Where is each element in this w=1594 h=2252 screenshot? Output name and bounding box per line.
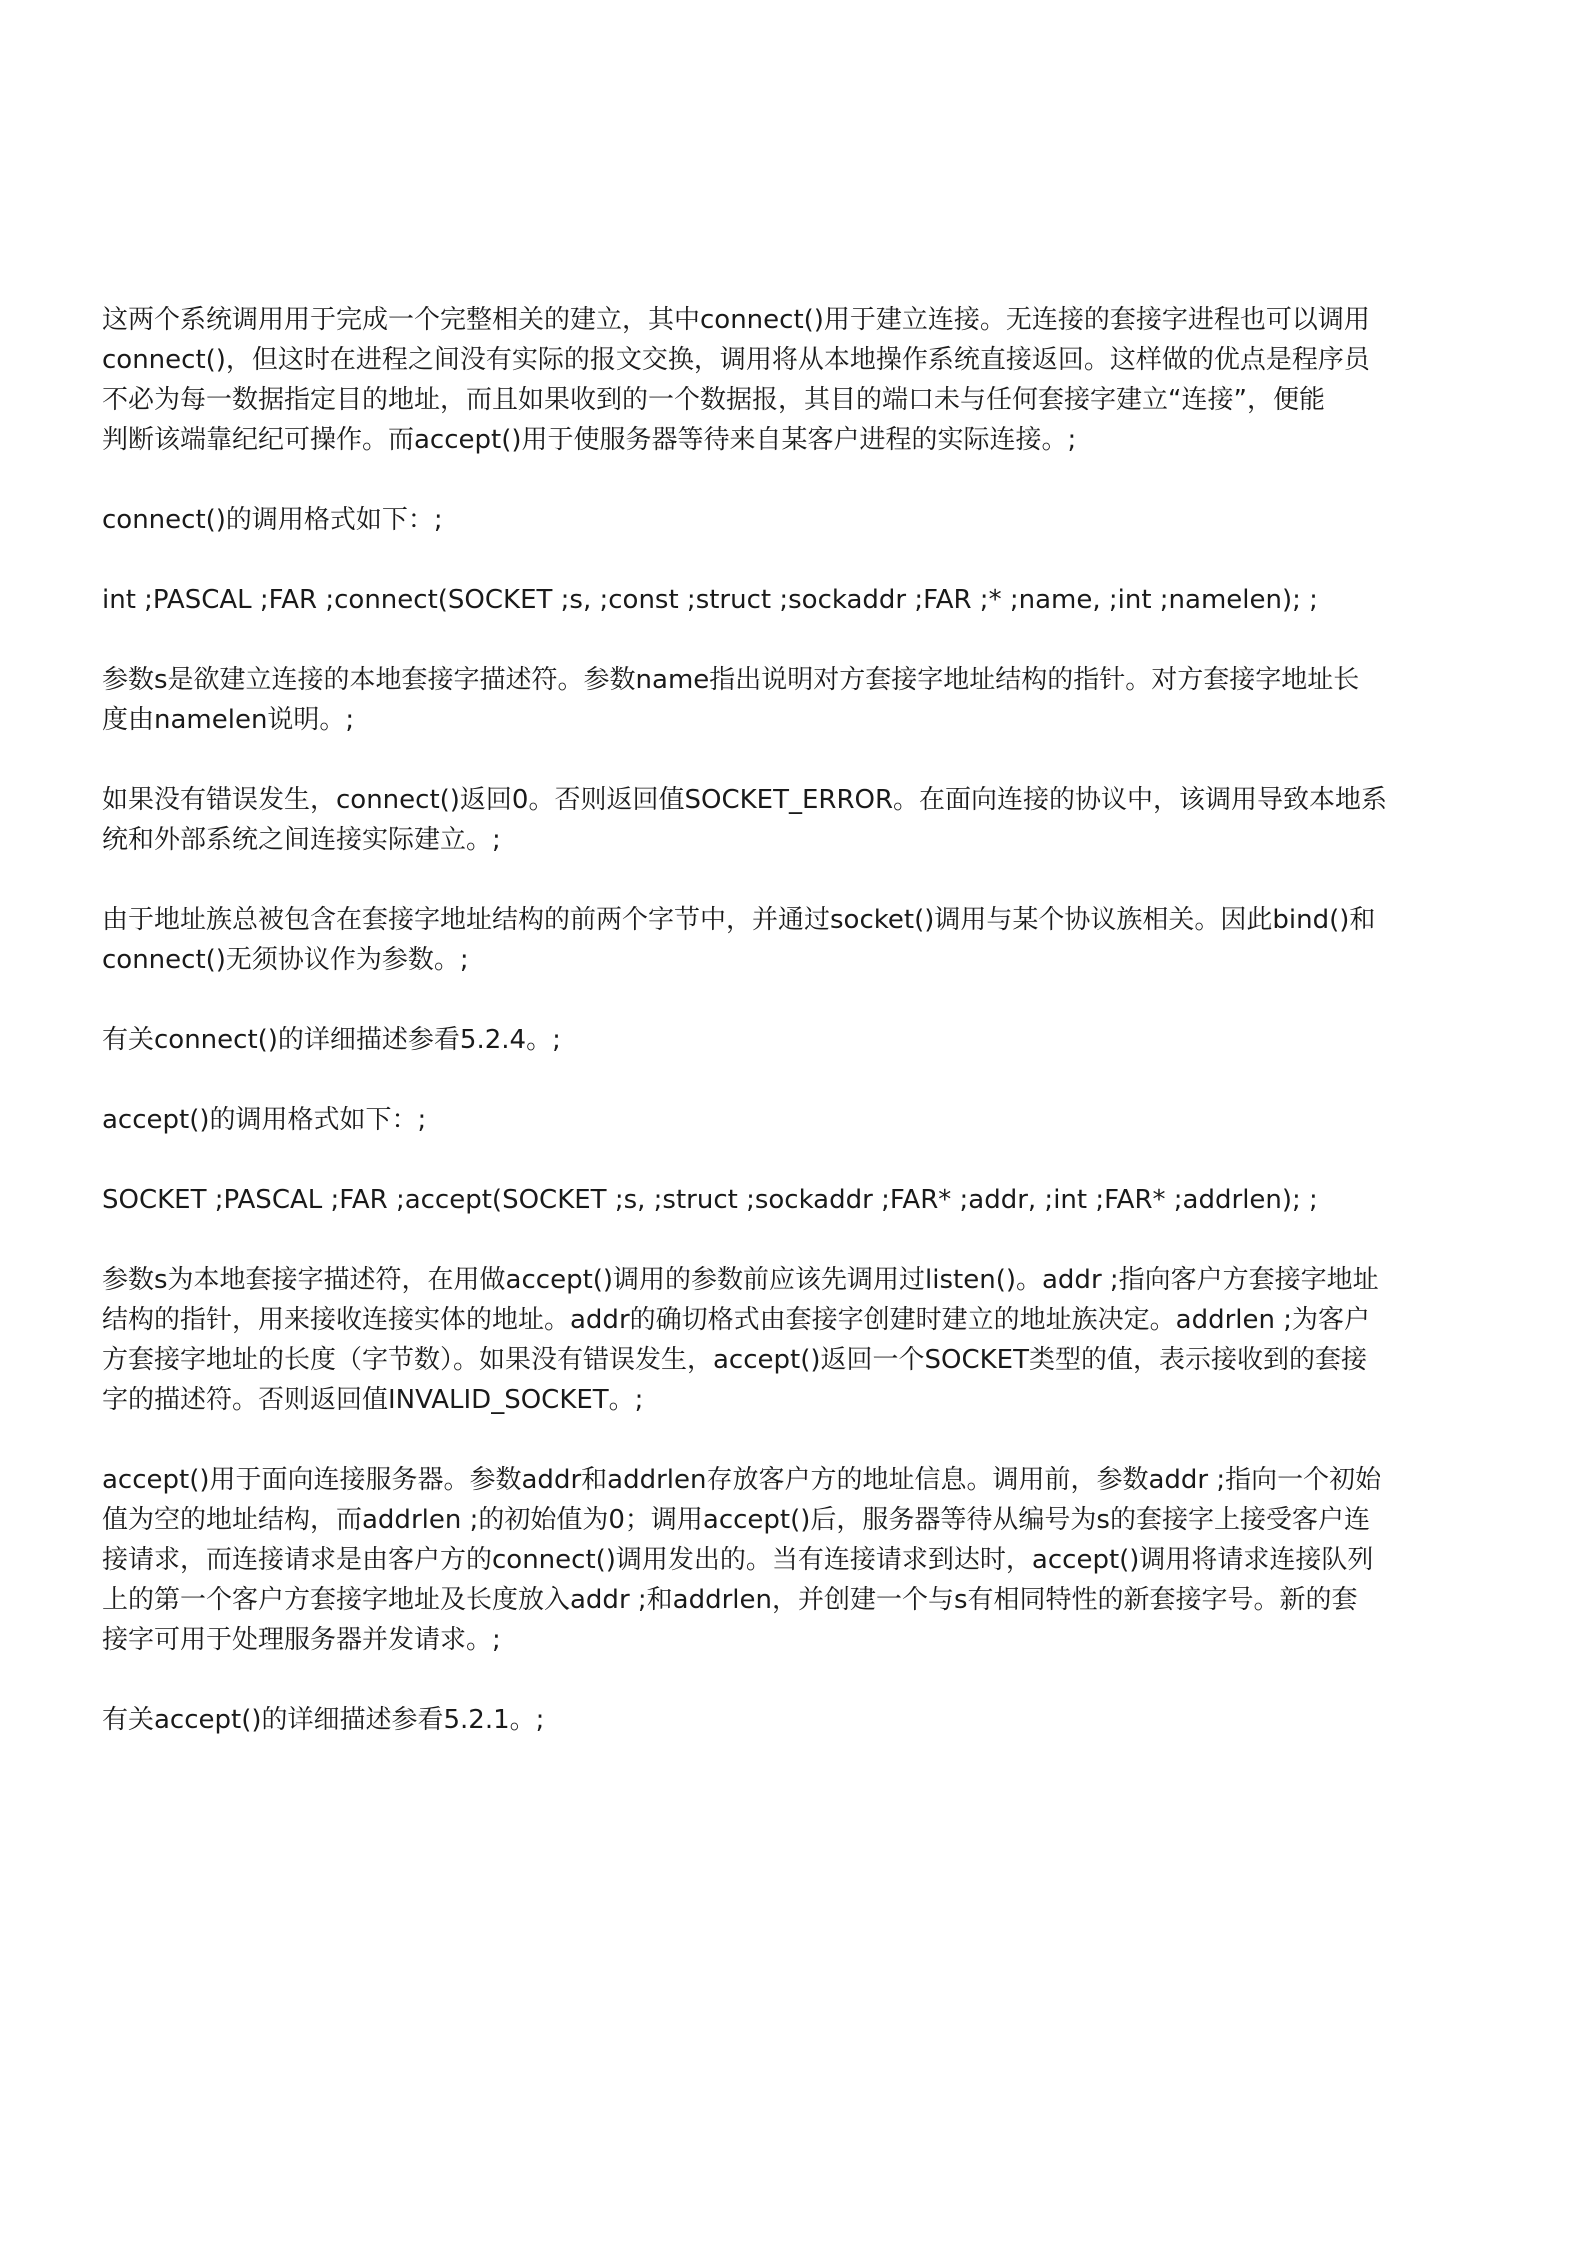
paragraph-connect-params: 参数s是欲建立连接的本地套接字描述符。参数name指出说明对方套接字地址结构的指针。对方套接字地址长 度由namelen说明。;: [102, 665, 1360, 735]
paragraph-accept-usage: accept()用于面向连接服务器。参数addr和addrlen存放客户方的地址信息。调用前，参数addr ;指向一个初始 值为空的地址结构，而addrlen ;的初始值为0；调用accept()后，服务器等待从编号为s的套接字上接受客户连 接请求，而连接请求是由客户方的connect()调用发出的。当有连接请求到达时，accept()调用将请求连接队列 上的第一个客户方套接字地址及长度放入addr ;和addrlen，并创建一个与s有相同特性的新套接字号。新的套 接字可用于处理服务器并发请求。;: [102, 1465, 1382, 1655]
paragraph-connect-reference: 有关connect()的详细描述参看5.2.4。;: [102, 1025, 561, 1055]
paragraph-accept-signature: SOCKET ;PASCAL ;FAR ;accept(SOCKET ;s, ;struct ;sockaddr ;FAR* ;addr, ;int ;FAR* ;addrlen); ;: [102, 1185, 1318, 1215]
paragraph-accept-format-heading: accept()的调用格式如下：;: [102, 1105, 427, 1135]
paragraph-connect-signature: int ;PASCAL ;FAR ;connect(SOCKET ;s, ;const ;struct ;sockaddr ;FAR ;* ;name, ;int ;namelen); ;: [102, 585, 1318, 615]
paragraph-connect-format-heading: connect()的调用格式如下：;: [102, 505, 443, 535]
paragraph-connect-return: 如果没有错误发生，connect()返回0。否则返回值SOCKET_ERROR。在面向连接的协议中，该调用导致本地系 统和外部系统之间连接实际建立。;: [102, 785, 1388, 855]
paragraph-accept-reference: 有关accept()的详细描述参看5.2.1。;: [102, 1705, 545, 1735]
paragraph-intro: 这两个系统调用用于完成一个完整相关的建立，其中connect()用于建立连接。无连接的套接字进程也可以调用 connect()，但这时在进程之间没有实际的报文交换，调用将从本地操作系统直接返回。这样做的优点是程序员 不必为每一数据指定目的地址，而且如果收到的一个数据报，其目的端口未与任何套接字建立“连接”，便能 判断该端靠纪纪可操作。而accept()用于使服务器等待来自某客户进程的实际连接。;: [102, 305, 1370, 455]
paragraph-accept-params: 参数s为本地套接字描述符，在用做accept()调用的参数前应该先调用过listen()。addr ;指向客户方套接字地址 结构的指针，用来接收连接实体的地址。addr的确切格式由套接字创建时建立的地址族决定。addrlen ;为客户 方套接字地址的长度（字节数）。如果没有错误发生，accept()返回一个SOCKET类型的值，表示接收到的套接 字的描述符。否则返回值INVALID_SOCKET。;: [102, 1265, 1379, 1415]
paragraph-address-family: 由于地址族总被包含在套接字地址结构的前两个字节中，并通过socket()调用与某个协议族相关。因此bind()和 connect()无须协议作为参数。;: [102, 905, 1376, 975]
